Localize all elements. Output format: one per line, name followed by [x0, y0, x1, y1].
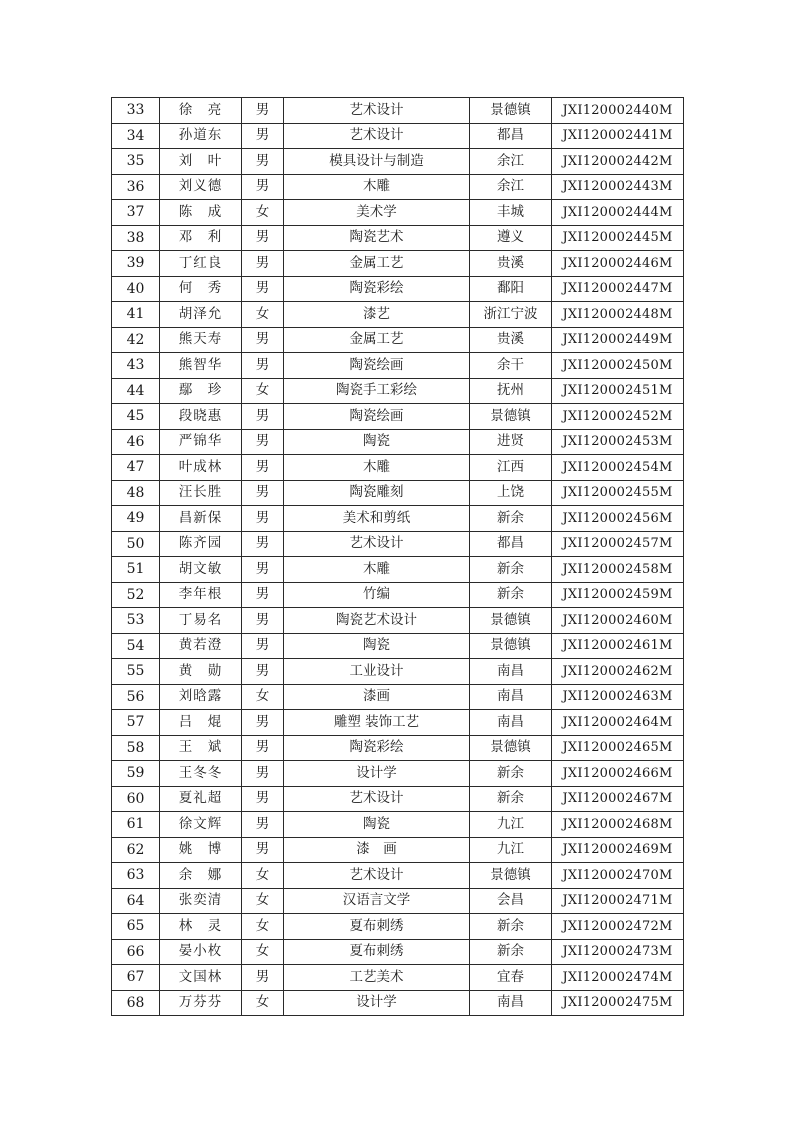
- person-name-cell: 段晓惠: [160, 404, 242, 430]
- region-cell: 新余: [470, 939, 552, 965]
- person-name-cell: 孙道东: [160, 123, 242, 149]
- row-number-cell: 68: [112, 990, 160, 1016]
- table-row: [112, 506, 684, 532]
- table-row: [112, 990, 684, 1016]
- person-name-cell: 刘晗露: [160, 684, 242, 710]
- region-cell: 新余: [470, 786, 552, 812]
- gender-cell: 女: [242, 914, 284, 940]
- major-cell: 木雕: [284, 557, 470, 583]
- major-cell: 艺术设计: [284, 863, 470, 889]
- table-row: [112, 633, 684, 659]
- person-name-cell: 何 秀: [160, 276, 242, 302]
- row-number-cell: 38: [112, 225, 160, 251]
- person-name-cell: 胡文敏: [160, 557, 242, 583]
- table-row: [112, 98, 684, 124]
- table-row: [112, 327, 684, 353]
- table-row: [112, 812, 684, 838]
- gender-cell: 女: [242, 200, 284, 226]
- row-number-cell: 52: [112, 582, 160, 608]
- region-cell: 新余: [470, 761, 552, 787]
- region-cell: 鄱阳: [470, 276, 552, 302]
- major-cell: 艺术设计: [284, 786, 470, 812]
- region-cell: 都昌: [470, 531, 552, 557]
- registration-id-cell: JXI120002455M: [552, 480, 684, 506]
- person-name-cell: 严锦华: [160, 429, 242, 455]
- gender-cell: 男: [242, 735, 284, 761]
- region-cell: 新余: [470, 914, 552, 940]
- row-number-cell: 63: [112, 863, 160, 889]
- region-cell: 景德镇: [470, 404, 552, 430]
- major-cell: 夏布刺绣: [284, 939, 470, 965]
- registration-id-cell: JXI120002466M: [552, 761, 684, 787]
- table-row: [112, 557, 684, 583]
- person-name-cell: 徐文辉: [160, 812, 242, 838]
- table-row: [112, 200, 684, 226]
- table-row: [112, 684, 684, 710]
- table-row: [112, 251, 684, 277]
- row-number-cell: 51: [112, 557, 160, 583]
- registration-id-cell: JXI120002442M: [552, 149, 684, 175]
- major-cell: 艺术设计: [284, 98, 470, 124]
- person-name-cell: 王冬冬: [160, 761, 242, 787]
- row-number-cell: 66: [112, 939, 160, 965]
- row-number-cell: 58: [112, 735, 160, 761]
- table-row: [112, 939, 684, 965]
- table-row: [112, 276, 684, 302]
- person-name-cell: 陈 成: [160, 200, 242, 226]
- row-number-cell: 37: [112, 200, 160, 226]
- person-name-cell: 昌新保: [160, 506, 242, 532]
- gender-cell: 男: [242, 429, 284, 455]
- registration-id-cell: JXI120002473M: [552, 939, 684, 965]
- gender-cell: 男: [242, 174, 284, 200]
- major-cell: 漆 画: [284, 837, 470, 863]
- region-cell: 南昌: [470, 684, 552, 710]
- table-row: [112, 863, 684, 889]
- person-name-cell: 吕 焜: [160, 710, 242, 736]
- row-number-cell: 50: [112, 531, 160, 557]
- table-row: [112, 480, 684, 506]
- major-cell: 金属工艺: [284, 327, 470, 353]
- registration-id-cell: JXI120002459M: [552, 582, 684, 608]
- region-cell: 余江: [470, 149, 552, 175]
- gender-cell: 男: [242, 659, 284, 685]
- major-cell: 陶瓷雕刻: [284, 480, 470, 506]
- region-cell: 进贤: [470, 429, 552, 455]
- person-name-cell: 林 灵: [160, 914, 242, 940]
- person-name-cell: 万芬芬: [160, 990, 242, 1016]
- region-cell: 景德镇: [470, 633, 552, 659]
- registration-id-cell: JXI120002446M: [552, 251, 684, 277]
- region-cell: 景德镇: [470, 608, 552, 634]
- person-name-cell: 姚 博: [160, 837, 242, 863]
- registration-id-cell: JXI120002443M: [552, 174, 684, 200]
- row-number-cell: 60: [112, 786, 160, 812]
- gender-cell: 男: [242, 761, 284, 787]
- table-row: [112, 659, 684, 685]
- gender-cell: 女: [242, 863, 284, 889]
- gender-cell: 男: [242, 531, 284, 557]
- region-cell: 上饶: [470, 480, 552, 506]
- major-cell: 设计学: [284, 990, 470, 1016]
- major-cell: 工艺美术: [284, 965, 470, 991]
- registration-id-cell: JXI120002462M: [552, 659, 684, 685]
- major-cell: 金属工艺: [284, 251, 470, 277]
- registration-id-cell: JXI120002457M: [552, 531, 684, 557]
- registration-id-cell: JXI120002465M: [552, 735, 684, 761]
- roster-table: [111, 97, 684, 1016]
- major-cell: 陶瓷: [284, 812, 470, 838]
- table-row: [112, 302, 684, 328]
- row-number-cell: 62: [112, 837, 160, 863]
- registration-id-cell: JXI120002454M: [552, 455, 684, 481]
- region-cell: 景德镇: [470, 735, 552, 761]
- person-name-cell: 熊智华: [160, 353, 242, 379]
- person-name-cell: 陈齐园: [160, 531, 242, 557]
- major-cell: 陶瓷彩绘: [284, 276, 470, 302]
- person-name-cell: 汪长胜: [160, 480, 242, 506]
- table-row: [112, 914, 684, 940]
- registration-id-cell: JXI120002456M: [552, 506, 684, 532]
- registration-id-cell: JXI120002474M: [552, 965, 684, 991]
- major-cell: 木雕: [284, 455, 470, 481]
- gender-cell: 男: [242, 455, 284, 481]
- gender-cell: 男: [242, 812, 284, 838]
- table-row: [112, 786, 684, 812]
- major-cell: 漆艺: [284, 302, 470, 328]
- region-cell: 九江: [470, 812, 552, 838]
- region-cell: 江西: [470, 455, 552, 481]
- table-row: [112, 837, 684, 863]
- registration-id-cell: JXI120002452M: [552, 404, 684, 430]
- registration-id-cell: JXI120002445M: [552, 225, 684, 251]
- region-cell: 新余: [470, 582, 552, 608]
- major-cell: 汉语言文学: [284, 888, 470, 914]
- person-name-cell: 刘 叶: [160, 149, 242, 175]
- region-cell: 抚州: [470, 378, 552, 404]
- gender-cell: 男: [242, 608, 284, 634]
- registration-id-cell: JXI120002440M: [552, 98, 684, 124]
- person-name-cell: 徐 亮: [160, 98, 242, 124]
- registration-id-cell: JXI120002453M: [552, 429, 684, 455]
- region-cell: 景德镇: [470, 98, 552, 124]
- row-number-cell: 54: [112, 633, 160, 659]
- gender-cell: 女: [242, 939, 284, 965]
- table-row: [112, 353, 684, 379]
- row-number-cell: 36: [112, 174, 160, 200]
- registration-id-cell: JXI120002475M: [552, 990, 684, 1016]
- table-row: [112, 149, 684, 175]
- person-name-cell: 文国林: [160, 965, 242, 991]
- gender-cell: 男: [242, 404, 284, 430]
- registration-id-cell: JXI120002441M: [552, 123, 684, 149]
- person-name-cell: 李年根: [160, 582, 242, 608]
- table-row: [112, 735, 684, 761]
- major-cell: 工业设计: [284, 659, 470, 685]
- row-number-cell: 61: [112, 812, 160, 838]
- table-row: [112, 123, 684, 149]
- registration-id-cell: JXI120002444M: [552, 200, 684, 226]
- person-name-cell: 黄 勋: [160, 659, 242, 685]
- table-row: [112, 429, 684, 455]
- registration-id-cell: JXI120002451M: [552, 378, 684, 404]
- person-name-cell: 丁易名: [160, 608, 242, 634]
- registration-id-cell: JXI120002448M: [552, 302, 684, 328]
- row-number-cell: 55: [112, 659, 160, 685]
- major-cell: 陶瓷: [284, 633, 470, 659]
- region-cell: 贵溪: [470, 251, 552, 277]
- major-cell: 木雕: [284, 174, 470, 200]
- row-number-cell: 65: [112, 914, 160, 940]
- gender-cell: 男: [242, 710, 284, 736]
- person-name-cell: 张奕清: [160, 888, 242, 914]
- gender-cell: 男: [242, 98, 284, 124]
- person-name-cell: 余 娜: [160, 863, 242, 889]
- person-name-cell: 黄若澄: [160, 633, 242, 659]
- major-cell: 陶瓷艺术: [284, 225, 470, 251]
- row-number-cell: 56: [112, 684, 160, 710]
- row-number-cell: 34: [112, 123, 160, 149]
- row-number-cell: 39: [112, 251, 160, 277]
- region-cell: 新余: [470, 506, 552, 532]
- roster-body: [112, 98, 684, 1016]
- row-number-cell: 40: [112, 276, 160, 302]
- person-name-cell: 熊天寿: [160, 327, 242, 353]
- registration-id-cell: JXI120002467M: [552, 786, 684, 812]
- person-name-cell: 胡泽允: [160, 302, 242, 328]
- person-name-cell: 邓 利: [160, 225, 242, 251]
- row-number-cell: 53: [112, 608, 160, 634]
- row-number-cell: 64: [112, 888, 160, 914]
- gender-cell: 男: [242, 327, 284, 353]
- gender-cell: 男: [242, 506, 284, 532]
- row-number-cell: 43: [112, 353, 160, 379]
- person-name-cell: 刘义德: [160, 174, 242, 200]
- gender-cell: 男: [242, 480, 284, 506]
- gender-cell: 男: [242, 149, 284, 175]
- row-number-cell: 57: [112, 710, 160, 736]
- major-cell: 陶瓷艺术设计: [284, 608, 470, 634]
- region-cell: 南昌: [470, 659, 552, 685]
- region-cell: 景德镇: [470, 863, 552, 889]
- region-cell: 会昌: [470, 888, 552, 914]
- major-cell: 陶瓷绘画: [284, 353, 470, 379]
- major-cell: 竹编: [284, 582, 470, 608]
- registration-id-cell: JXI120002469M: [552, 837, 684, 863]
- row-number-cell: 41: [112, 302, 160, 328]
- gender-cell: 男: [242, 557, 284, 583]
- gender-cell: 男: [242, 225, 284, 251]
- row-number-cell: 67: [112, 965, 160, 991]
- major-cell: 艺术设计: [284, 531, 470, 557]
- registration-id-cell: JXI120002449M: [552, 327, 684, 353]
- person-name-cell: 鄢 珍: [160, 378, 242, 404]
- region-cell: 余江: [470, 174, 552, 200]
- table-row: [112, 404, 684, 430]
- registration-id-cell: JXI120002470M: [552, 863, 684, 889]
- region-cell: 新余: [470, 557, 552, 583]
- row-number-cell: 44: [112, 378, 160, 404]
- major-cell: 美术学: [284, 200, 470, 226]
- registration-id-cell: JXI120002461M: [552, 633, 684, 659]
- gender-cell: 男: [242, 251, 284, 277]
- gender-cell: 男: [242, 123, 284, 149]
- person-name-cell: 丁红良: [160, 251, 242, 277]
- table-row: [112, 608, 684, 634]
- major-cell: 陶瓷: [284, 429, 470, 455]
- table-row: [112, 174, 684, 200]
- region-cell: 都昌: [470, 123, 552, 149]
- region-cell: 宜春: [470, 965, 552, 991]
- region-cell: 南昌: [470, 990, 552, 1016]
- major-cell: 漆画: [284, 684, 470, 710]
- gender-cell: 男: [242, 965, 284, 991]
- row-number-cell: 47: [112, 455, 160, 481]
- region-cell: 九江: [470, 837, 552, 863]
- table-row: [112, 378, 684, 404]
- gender-cell: 男: [242, 837, 284, 863]
- row-number-cell: 35: [112, 149, 160, 175]
- row-number-cell: 42: [112, 327, 160, 353]
- registration-id-cell: JXI120002464M: [552, 710, 684, 736]
- gender-cell: 男: [242, 633, 284, 659]
- row-number-cell: 48: [112, 480, 160, 506]
- table-row: [112, 455, 684, 481]
- person-name-cell: 叶成林: [160, 455, 242, 481]
- region-cell: 余干: [470, 353, 552, 379]
- major-cell: 雕塑 装饰工艺: [284, 710, 470, 736]
- table-row: [112, 965, 684, 991]
- region-cell: 贵溪: [470, 327, 552, 353]
- major-cell: 美术和剪纸: [284, 506, 470, 532]
- person-name-cell: 夏礼超: [160, 786, 242, 812]
- person-name-cell: 晏小枚: [160, 939, 242, 965]
- gender-cell: 男: [242, 276, 284, 302]
- table-row: [112, 888, 684, 914]
- region-cell: 丰城: [470, 200, 552, 226]
- row-number-cell: 45: [112, 404, 160, 430]
- major-cell: 模具设计与制造: [284, 149, 470, 175]
- major-cell: 艺术设计: [284, 123, 470, 149]
- row-number-cell: 46: [112, 429, 160, 455]
- gender-cell: 女: [242, 302, 284, 328]
- table-row: [112, 710, 684, 736]
- registration-id-cell: JXI120002472M: [552, 914, 684, 940]
- gender-cell: 男: [242, 582, 284, 608]
- gender-cell: 男: [242, 353, 284, 379]
- table-row: [112, 225, 684, 251]
- major-cell: 陶瓷手工彩绘: [284, 378, 470, 404]
- registration-id-cell: JXI120002471M: [552, 888, 684, 914]
- major-cell: 设计学: [284, 761, 470, 787]
- table-row: [112, 761, 684, 787]
- gender-cell: 女: [242, 378, 284, 404]
- registration-id-cell: JXI120002458M: [552, 557, 684, 583]
- major-cell: 夏布刺绣: [284, 914, 470, 940]
- registration-id-cell: JXI120002463M: [552, 684, 684, 710]
- registration-id-cell: JXI120002460M: [552, 608, 684, 634]
- gender-cell: 女: [242, 684, 284, 710]
- registration-id-cell: JXI120002450M: [552, 353, 684, 379]
- gender-cell: 男: [242, 786, 284, 812]
- major-cell: 陶瓷绘画: [284, 404, 470, 430]
- region-cell: 南昌: [470, 710, 552, 736]
- table-row: [112, 582, 684, 608]
- row-number-cell: 59: [112, 761, 160, 787]
- table-row: [112, 531, 684, 557]
- person-name-cell: 王 斌: [160, 735, 242, 761]
- major-cell: 陶瓷彩绘: [284, 735, 470, 761]
- row-number-cell: 33: [112, 98, 160, 124]
- row-number-cell: 49: [112, 506, 160, 532]
- region-cell: 浙江宁波: [470, 302, 552, 328]
- gender-cell: 女: [242, 990, 284, 1016]
- registration-id-cell: JXI120002468M: [552, 812, 684, 838]
- region-cell: 遵义: [470, 225, 552, 251]
- registration-id-cell: JXI120002447M: [552, 276, 684, 302]
- gender-cell: 女: [242, 888, 284, 914]
